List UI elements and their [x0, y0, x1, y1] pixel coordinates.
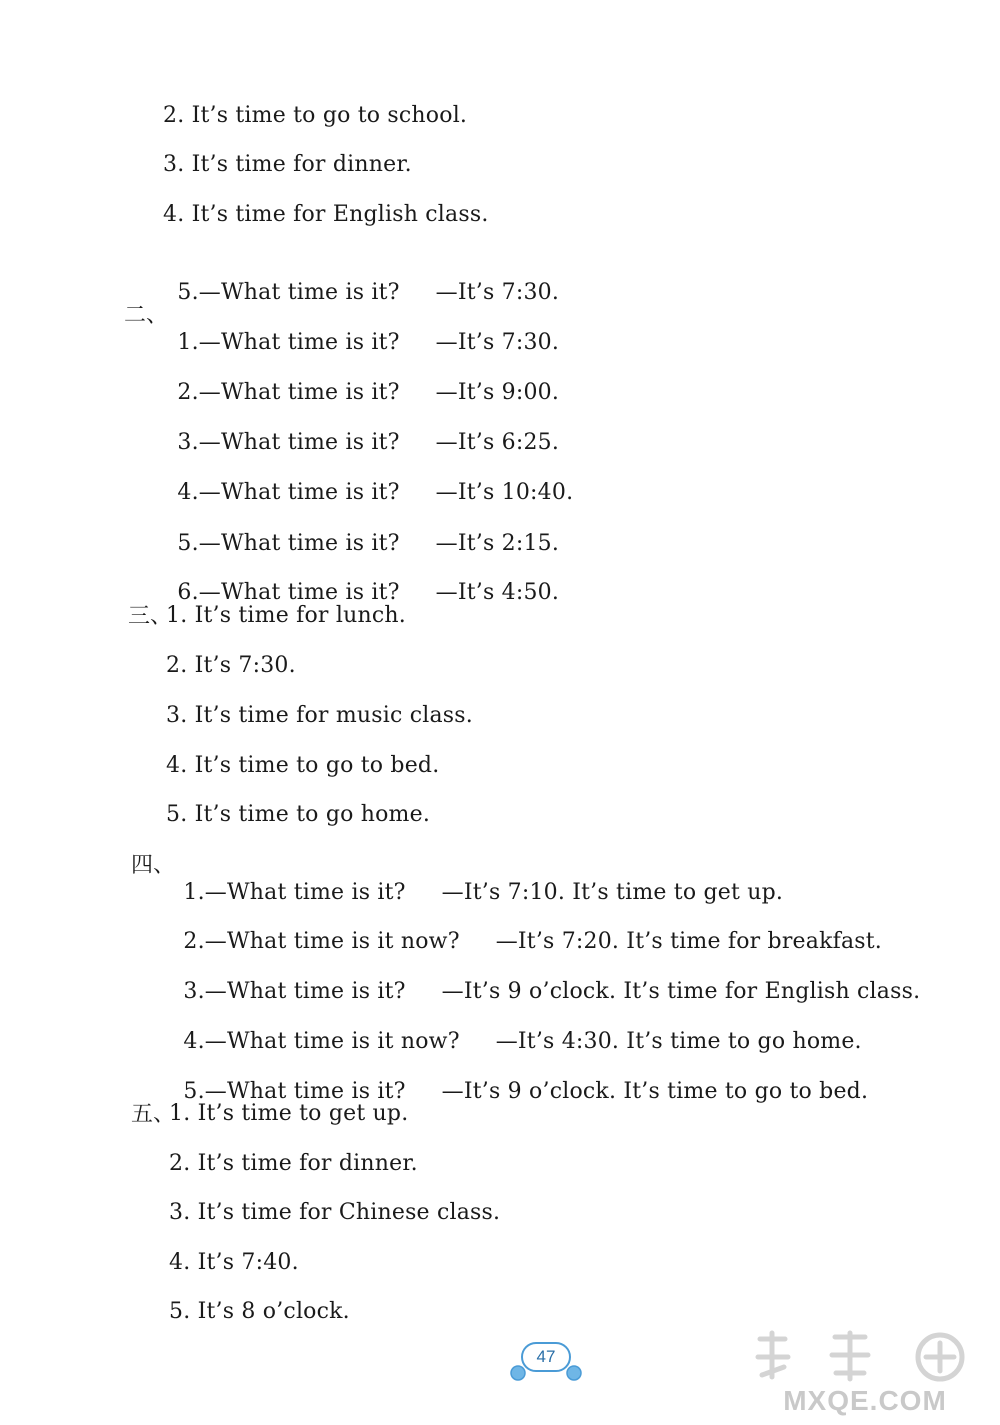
question-text: —What time is it? — [198, 380, 400, 405]
item-number: 4. — [183, 1029, 205, 1054]
answer-text: —It’s 7:20. It’s time for breakfast. — [495, 929, 883, 954]
answer-line: 5. It’s time to go home. — [166, 802, 431, 827]
answer-text: —It’s 9:00. — [435, 380, 560, 405]
item-number: 6. — [177, 580, 199, 605]
answer-line — [169, 851, 783, 907]
section-marker: 四、 — [131, 853, 176, 878]
answer-text: —It’s 4:50. — [435, 580, 560, 605]
answer-text: —It’s 10:40. — [435, 480, 574, 505]
item-number: 3. — [183, 979, 205, 1004]
question-text: —What time is it? — [204, 979, 406, 1004]
answer-text: —It’s 9 o’clock. It’s time to go to bed. — [441, 1079, 869, 1104]
question-text: —What time is it? — [198, 430, 400, 455]
question-text: —What time is it? — [198, 480, 400, 505]
item-number: 1. — [177, 330, 199, 355]
section-marker: 三、 — [128, 604, 173, 629]
question-text: —What time is it now? — [204, 929, 460, 954]
question-text: —What time is it? — [198, 330, 400, 355]
answer-text: —It’s 2:15. — [435, 531, 560, 556]
answer-line — [163, 502, 559, 558]
answer-line — [163, 551, 559, 607]
question-text: —What time is it? — [198, 580, 400, 605]
item-number: 2. — [177, 380, 199, 405]
answer-line: 5. It’s 8 o’clock. — [169, 1299, 350, 1324]
answer-line: 4. It’s 7:40. — [169, 1250, 299, 1275]
answer-line — [163, 251, 559, 307]
watermark-logo — [740, 1327, 990, 1417]
answer-line: 3. It’s time for music class. — [166, 703, 473, 728]
item-number: 5. — [177, 280, 199, 305]
item-number: 2. — [183, 929, 205, 954]
answer-line: 2. It’s time for dinner. — [169, 1151, 418, 1176]
answer-text: —It’s 4:30. It’s time to go home. — [495, 1029, 862, 1054]
question-text: —What time is it? — [204, 1079, 406, 1104]
section-marker: 五、 — [131, 1102, 176, 1127]
item-number: 4. — [177, 480, 199, 505]
answer-line: 1. It’s time to get up. — [169, 1101, 409, 1126]
answer-text: —It’s 7:30. — [435, 330, 560, 355]
answer-line: 3. It’s time for dinner. — [163, 152, 412, 177]
question-text: —What time is it? — [198, 531, 400, 556]
question-text: —What time is it? — [198, 280, 400, 305]
answer-text: —It’s 7:30. — [435, 280, 560, 305]
answer-text: —It’s 9 o’clock. It’s time for English class. — [441, 979, 921, 1004]
answer-line — [163, 351, 559, 407]
page-number-badge — [508, 1340, 584, 1384]
item-number: 3. — [177, 430, 199, 455]
answer-text: —It’s 7:10. It’s time to get up. — [441, 880, 784, 905]
section-marker: 二、 — [124, 303, 169, 328]
answer-line: 4. It’s time for English class. — [163, 202, 489, 227]
answer-line: 2. It’s 7:30. — [166, 653, 296, 678]
answer-line — [169, 1050, 868, 1106]
answer-line: 2. It’s time to go to school. — [163, 103, 468, 128]
watermark-text: MXQE.COM — [783, 1385, 947, 1416]
answer-line — [163, 401, 559, 457]
answer-line — [169, 1000, 862, 1056]
answer-line — [169, 950, 920, 1006]
answer-line: 3. It’s time for Chinese class. — [169, 1200, 501, 1225]
question-text: —What time is it? — [204, 880, 406, 905]
answer-line: 4. It’s time to go to bed. — [166, 753, 440, 778]
answer-line — [163, 451, 573, 507]
answer-line — [169, 900, 882, 956]
answer-line: 1. It’s time for lunch. — [166, 603, 406, 628]
item-number: 1. — [183, 880, 205, 905]
answer-text: —It’s 6:25. — [435, 430, 560, 455]
answer-line — [163, 301, 559, 357]
item-number: 5. — [177, 531, 199, 556]
item-number: 5. — [183, 1079, 205, 1104]
question-text: —What time is it now? — [204, 1029, 460, 1054]
page-number: 47 — [536, 1347, 556, 1366]
watermark-graphic — [740, 1327, 990, 1387]
